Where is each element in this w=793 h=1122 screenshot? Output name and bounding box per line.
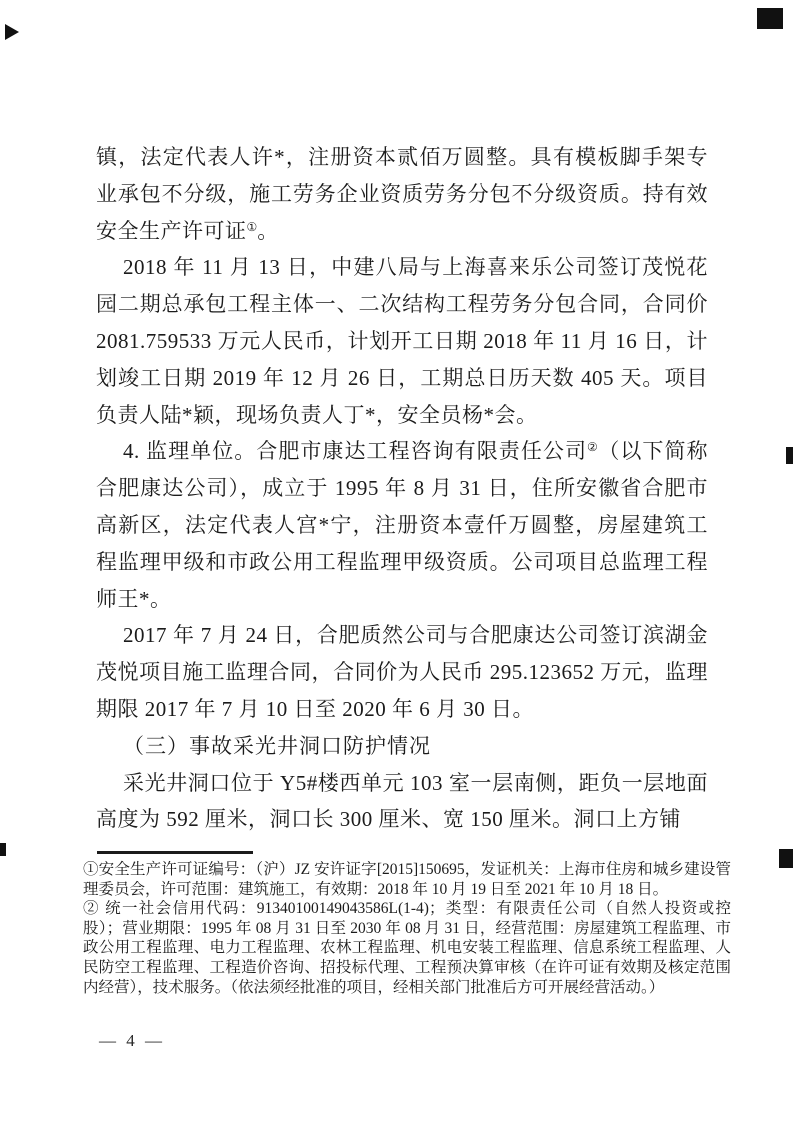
section-heading-lightwell-protection bbox=[96, 728, 708, 765]
paragraph-text: 2017 年 7 月 24 日，合肥质然公司与合肥康达公司签订滨湖金茂悦项目施工监理合同，合同价为人民币 295.123652 万元，监理期限 2017 年 7 月 10 日至 2020 年 6 月 30 日。 bbox=[96, 623, 708, 721]
footnotes-section bbox=[83, 851, 731, 997]
footnote-1 bbox=[83, 860, 731, 899]
paragraph-text: 采光井洞口位于 Y5#楼西单元 103 室一层南侧，距负一层地面高度为 592 厘米，洞口长 300 厘米、宽 150 厘米。洞口上方铺 bbox=[96, 770, 708, 832]
footnote-1-marker: ① bbox=[83, 861, 99, 878]
paragraph-text: 4. 监理单位。合肥市康达工程咨询有限责任公司 bbox=[123, 439, 587, 464]
scan-mark-top-right bbox=[757, 8, 783, 29]
paragraph-lightwell-opening bbox=[96, 765, 708, 839]
paragraph-text: 2018 年 11 月 13 日，中建八局与上海喜来乐公司签订茂悦花园二期总承包工程主体一、二次结构工程劳务分包合同，合同价 2081.759533 万元人民币，计划开工日期 2018 年 11 月 16 日，计划竣工日期 2019 年 12 月 26 日，工期总日历天数 405 天。项目负责人陆*颖，现场负责人丁*，安全员杨*会。 bbox=[96, 255, 709, 427]
paragraph-labor-subcontract bbox=[96, 249, 708, 433]
heading-text: （三）事故采光井洞口防护情况 bbox=[123, 733, 431, 758]
document-body bbox=[96, 139, 708, 838]
paragraph-text: 镇，法定代表人许*，注册资本贰佰万圆整。具有模板脚手架专业承包不分级，施工劳务企业资质劳务分包不分级资质。持有效安全生产许可证 bbox=[96, 145, 708, 243]
scan-mark-right-lower bbox=[779, 849, 793, 868]
footnote-2-text: 统一社会信用代码：91340100149043586L(1-4)；类型：有限责任公司（自然人投资或控股）；营业期限：1995 年 08 月 31 日至 2030 年 08 月 31 日，经营范围：房屋建筑工程监理、市政公用工程监理、电力工程监理、农林工程监理、机电安装工程监理、信息系统工程监理、人民防空工程监理、工程造价咨询、招投标代理、工程预决算审核（在许可证有效期及核定范围内经营），技术服务。（依法须经批准的项目，经相关部门批准后方可开展经营活动。） bbox=[83, 900, 731, 996]
footnote-ref-1: ① bbox=[246, 219, 258, 234]
paragraph-text: （以下简称合肥康达公司），成立于 1995 年 8 月 31 日，住所安徽省合肥市高新区，法定代表人宫*宁，注册资本壹仟万圆整，房屋建筑工程监理甲级和市政公用工程监理甲级资质。公司项目总监理工程师王*。 bbox=[96, 439, 709, 611]
paragraph-supervision-contract bbox=[96, 617, 708, 727]
footnote-2-marker: ② bbox=[83, 900, 100, 918]
paragraph-text: 。 bbox=[257, 218, 279, 243]
footnote-ref-2: ② bbox=[587, 440, 599, 455]
paragraph-contractor-continuation bbox=[96, 139, 708, 249]
footnote-1-text: 安全生产许可证编号：（沪）JZ 安许证字[2015]150695，发证机关：上海市住房和城乡建设管理委员会，许可范围：建筑施工，有效期：2018 年 10 月 19 日至 2021 年 10 月 18 日。 bbox=[83, 861, 731, 898]
footnote-2 bbox=[83, 899, 731, 997]
scan-mark-top-left bbox=[5, 24, 19, 40]
page-number: — 4 — bbox=[99, 1031, 165, 1050]
footnote-separator-rule bbox=[97, 851, 253, 854]
scan-mark-left-lower bbox=[0, 843, 6, 856]
scan-mark-right-middle bbox=[786, 447, 793, 464]
paragraph-supervision-unit bbox=[96, 433, 708, 617]
